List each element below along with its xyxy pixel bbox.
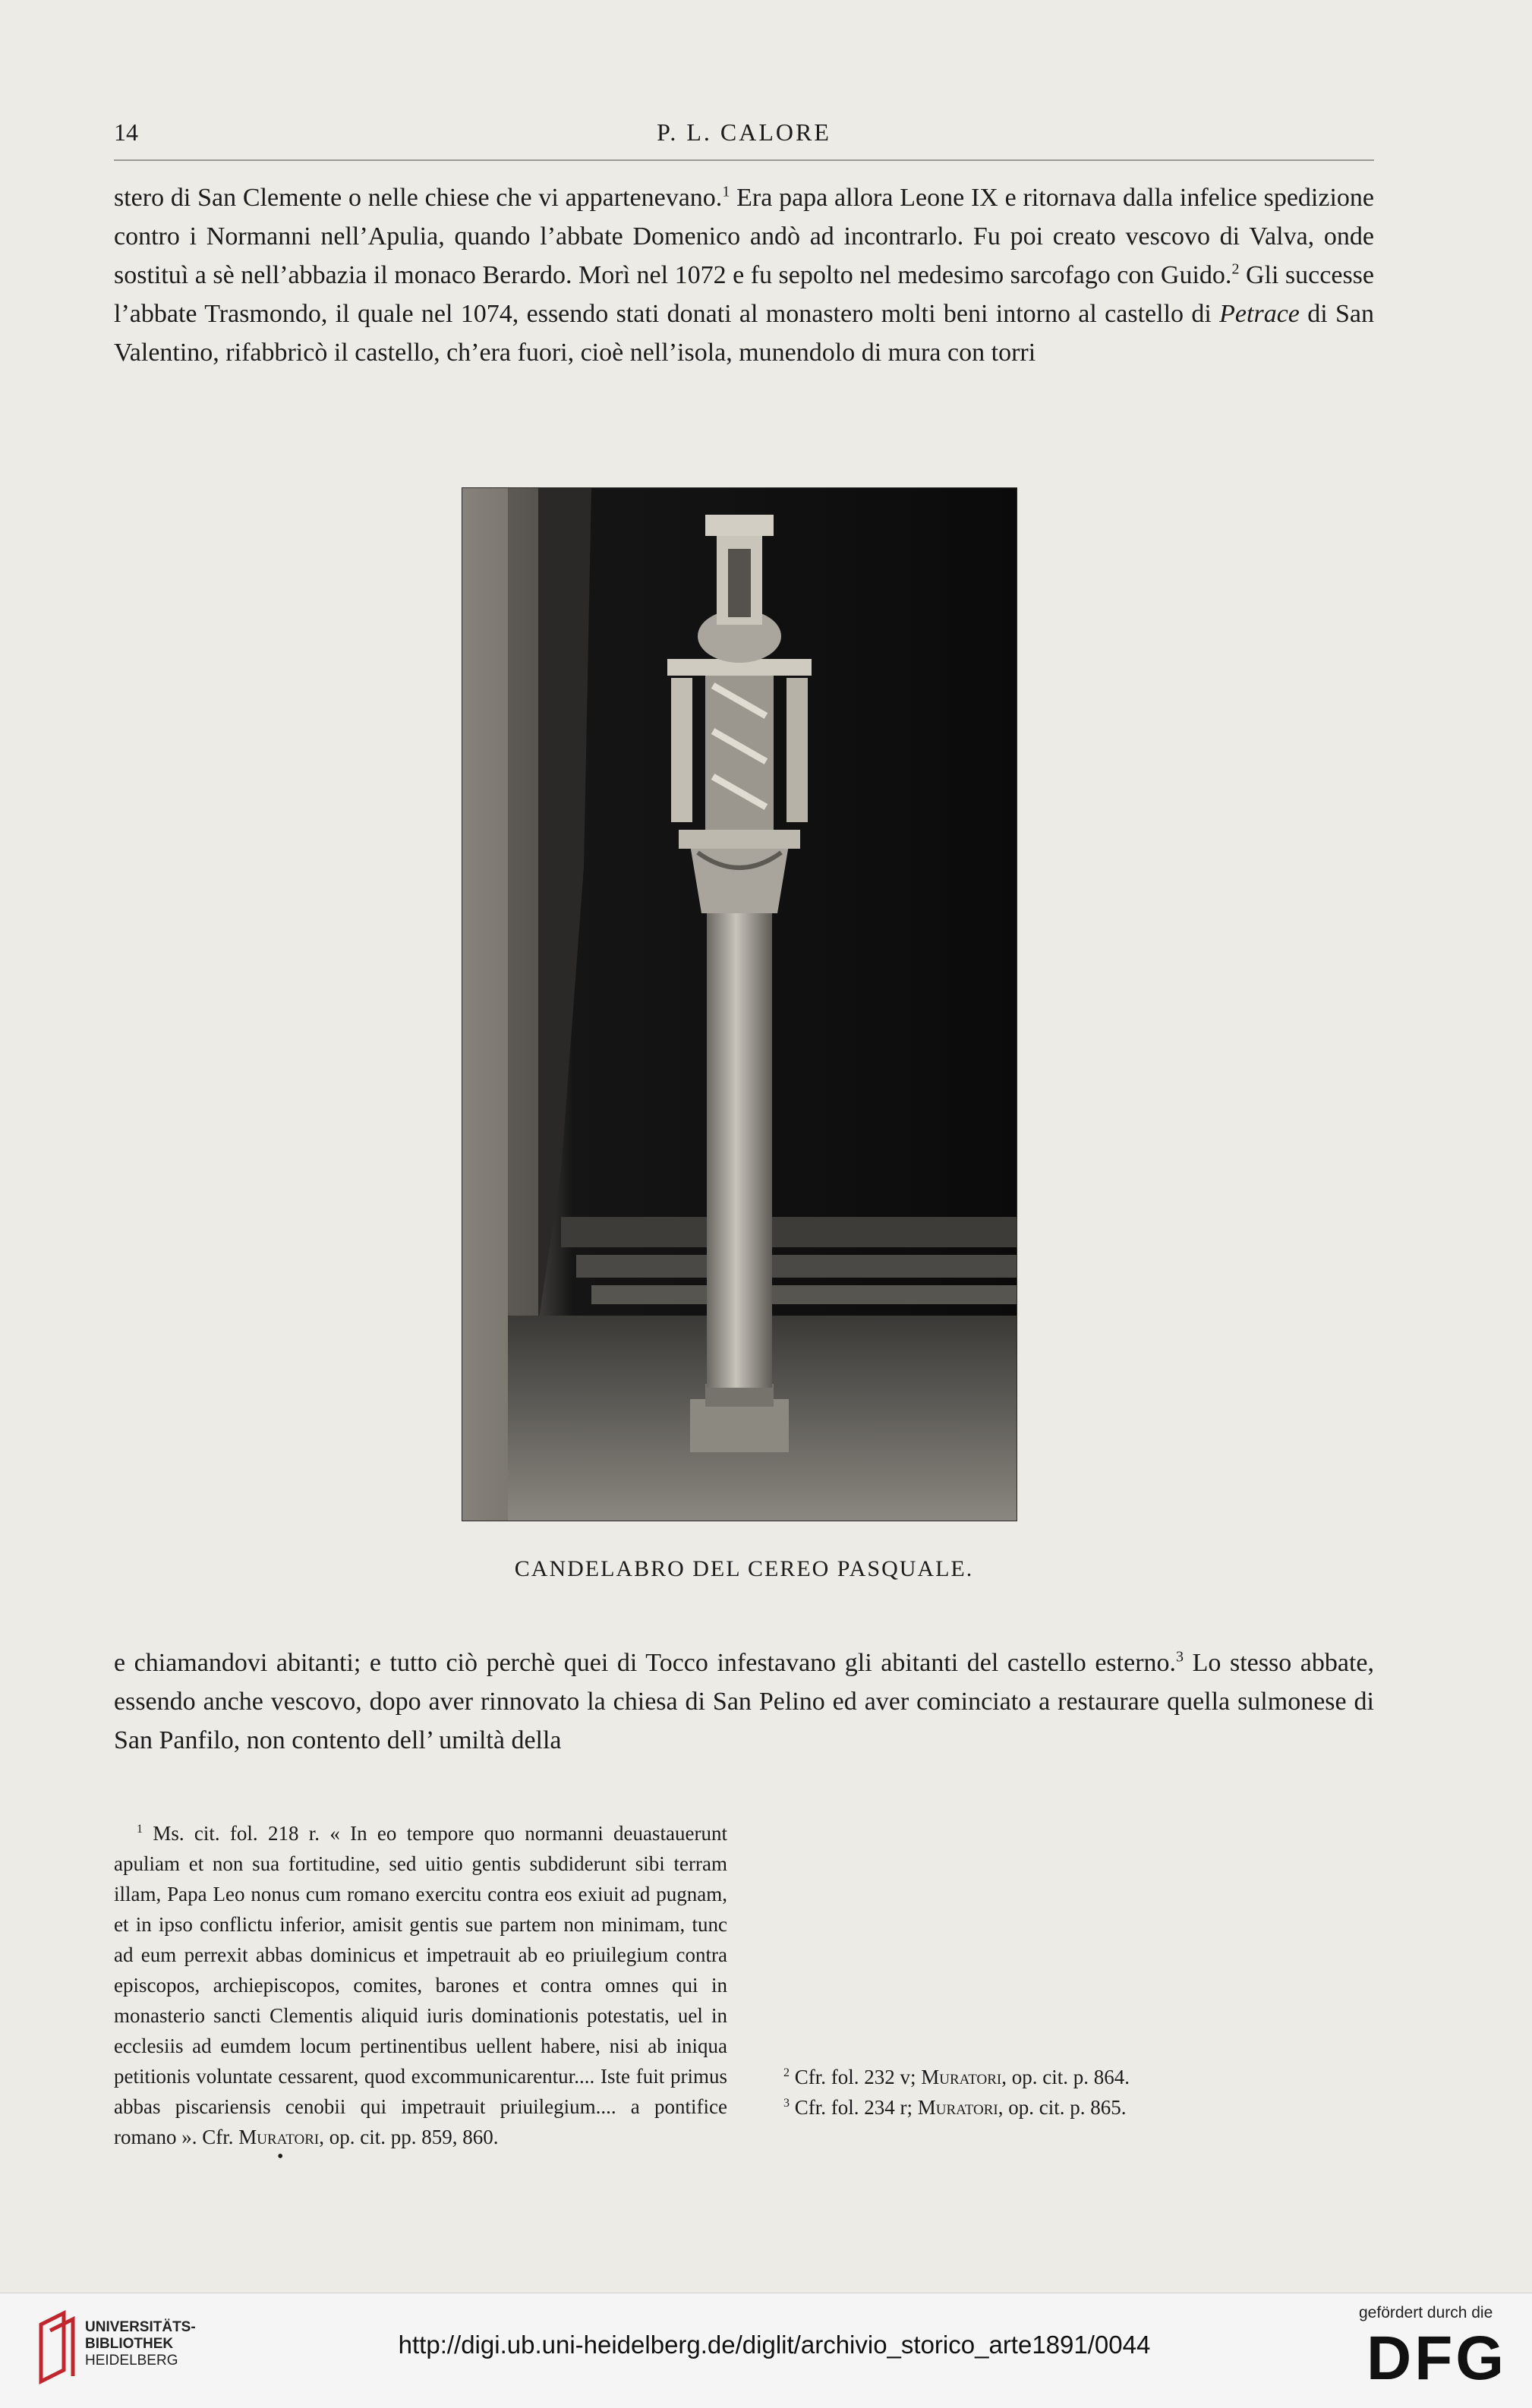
footnote-number: 2 [783, 2066, 790, 2079]
body-paragraph-2 [114, 1644, 1374, 1760]
library-name-line: UNIVERSITÄTS- [85, 2319, 196, 2335]
library-name[interactable] [85, 2319, 196, 2369]
footnote-text: , op. cit. p. 864. [1001, 2066, 1130, 2088]
figure-caption: CANDELABRO DEL CEREO PASQUALE. [514, 1556, 974, 1581]
footnote-text: Cfr. fol. 234 r; [794, 2096, 918, 2119]
footnote-text: Cfr. fol. 232 v; [794, 2066, 922, 2088]
library-name-line: BIBLIOTHEK [85, 2336, 174, 2352]
footnote-text: , op. cit. pp. 859, 860. [319, 2126, 499, 2148]
dfg-logo[interactable]: DFG [1367, 2324, 1508, 2393]
place-name: Petrace [1219, 300, 1300, 328]
footnote-ref-3[interactable]: 3 [1176, 1648, 1184, 1666]
page-number: 14 [114, 118, 138, 146]
footnote-ref-2[interactable]: 2 [1231, 260, 1240, 278]
body-paragraph-1 [114, 178, 1374, 372]
footnotes-right-column [761, 1818, 1374, 2123]
text-run: e chiamandovi abitanti; e tutto ciò perchè quei di Tocco infestavano gli abitanti del castello esterno. [114, 1649, 1177, 1677]
footnote-1 [114, 1818, 727, 2152]
stray-ink-mark: • [277, 2147, 284, 2167]
footnote-2 [761, 2062, 1374, 2092]
author-name: Muratori [238, 2126, 320, 2148]
footnote-ref-1[interactable]: 1 [722, 183, 730, 200]
author-name: Muratori [917, 2096, 998, 2119]
running-head: P. L. CALORE [657, 118, 831, 146]
footnotes-left-column [114, 1818, 727, 2152]
footnote-3 [761, 2092, 1374, 2123]
funded-by-label: gefördert durch die [1359, 2304, 1493, 2321]
footnote-number: 3 [783, 2097, 790, 2110]
text-run: Lo stesso abbate, essendo anche vescovo, dopo aver rinnovato la chiesa di San Pelino ed aver cominciato a restaurare quella sulmonese di San Panfilo, non contento dell’ umiltà della [114, 1649, 1375, 1754]
footnote-text: , op. cit. p. 865. [998, 2096, 1127, 2119]
author-name: Muratori [921, 2066, 1002, 2088]
footnote-text: Ms. cit. fol. 218 r. « In eo tempore quo normanni deuastauerunt apuliam et non sua fortitudine, sed uitio gentis subdiderunt sibi terram illam, Papa Leo nonus cum romano exercitu contra eos exiuit ad pugnam, et in ipso conflictu inferior, amisit gentis sue partem non minimam, tunc ad eum perrexit abbas dominicus et impetrauit ab eo priuilegium contra episcopos, archiepiscopos, comites, barones et contra omnes qui in monasterio sancti Clementis aliquid iuris dominationis potestatis, uel in ecclesiis ad eumdem locum pertinentibus uellent habere, nisi ab iniqua petitionis voluntate cessarent, quod excommunicarentur.... Iste fuit primus abbas piscariensis cenobii qui impetrauit priuilegium.... a pontifice romano ». Cfr. [114, 1822, 727, 2148]
footnote-number: 1 [137, 1823, 143, 1836]
page-header [114, 114, 1374, 161]
library-name-line: HEIDELBERG [85, 2353, 178, 2369]
source-url-link[interactable]: http://digi.ub.uni-heidelberg.de/diglit/archivio_storico_arte1891/0044 [398, 2331, 1151, 2359]
text-run: Era papa allora Leone IX e ritornava dalla infelice spedizione contro i Normanni nell’Apulia, quando l’abbate Domenico andò ad incontrarlo. Fu poi creato vescovo di Valva, onde sostituì a sè nell’abbazia il monaco Berardo. Morì nel 1072 e fu sepolto nel medesimo sarcofago con Guido. [114, 184, 1374, 289]
text-run: Gli successe l’abbate Trasmondo, il quale nel 1074, essendo stati donati al monastero molti beni intorno al castello di [114, 261, 1374, 328]
text-run: di San Valentino, rifabbricò il castello, ch’era fuori, cioè nell’isola, munendolo di mura con torri [114, 300, 1374, 367]
text-run: stero di San Clemente o nelle chiese che vi appartenevano. [114, 184, 723, 212]
candelabrum-photograph [462, 487, 1017, 1521]
